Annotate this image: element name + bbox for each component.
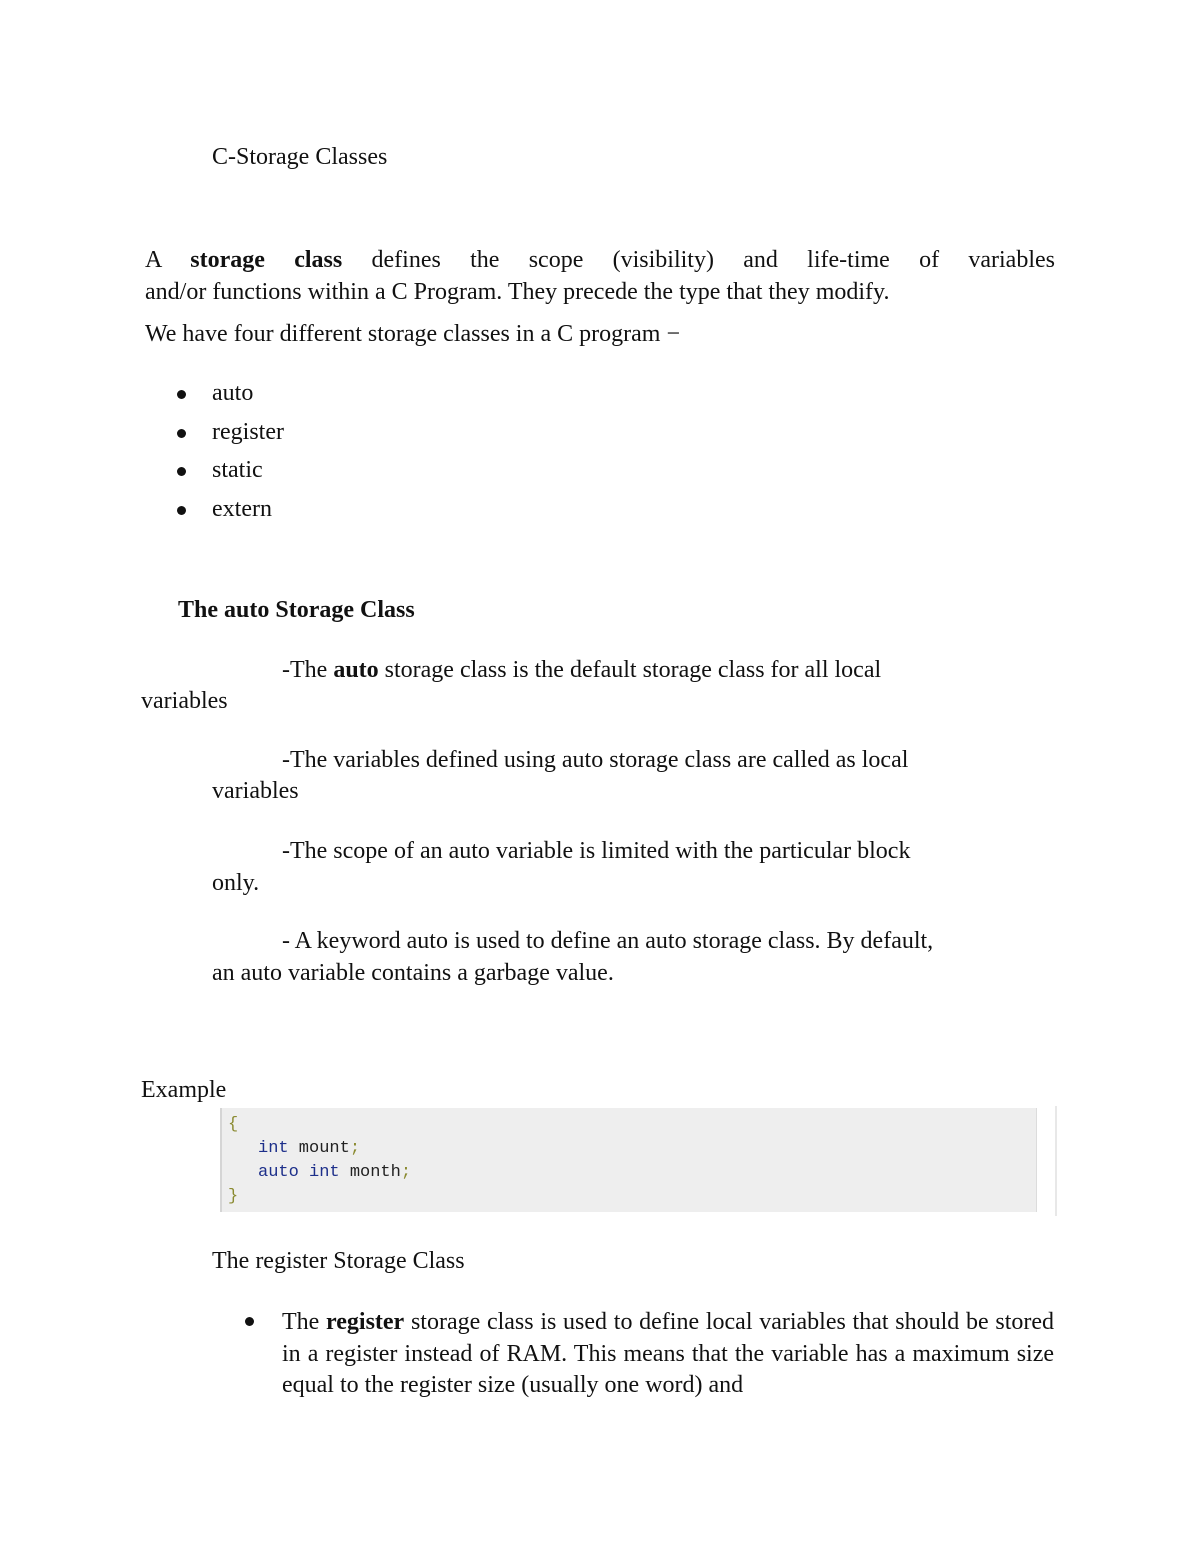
auto-point-2: -The variables defined using auto storage class are called as local: [282, 747, 909, 773]
list-item-label: static: [212, 457, 263, 483]
code-identifier: month: [339, 1163, 401, 1182]
auto-point-1: [282, 657, 881, 684]
code-block-border: [1055, 1106, 1057, 1216]
page-title: C-Storage Classes: [212, 144, 388, 170]
intro-rest: defines the scope (visibility) and life-time of variables: [342, 247, 1055, 273]
register-section-heading: The register Storage Class: [212, 1248, 465, 1274]
register-bullet-rest: storage class is used to define local variables that should be stored in a register instead of RAM. This means that the variable has a maximum size equal to the register size (usually one word) and: [282, 1309, 1054, 1398]
list-item-label: extern: [212, 496, 272, 522]
auto-point-1-line-2: variables: [141, 688, 228, 714]
code-close-brace: }: [228, 1187, 239, 1206]
register-bullet-text: [282, 1307, 1054, 1402]
example-label: Example: [141, 1077, 227, 1103]
auto-point-4: - A keyword auto is used to define an auto storage class. By default,: [282, 928, 934, 954]
code-keyword: auto int: [258, 1163, 340, 1182]
list-item-label: register: [212, 419, 284, 445]
code-block: [220, 1108, 1037, 1212]
intro-line-2: and/or functions within a C Program. They precede the type that they modify.: [145, 279, 890, 305]
code-open-brace: {: [228, 1115, 239, 1134]
auto-point-1-rest: storage class is the default storage class for all local: [378, 657, 882, 683]
bullet-icon: [177, 506, 186, 515]
auto-point-3: -The scope of an auto variable is limited with the particular block: [282, 838, 911, 864]
bullet-icon: [177, 467, 186, 476]
list-item-label: auto: [212, 380, 254, 406]
code-semicolon: ;: [349, 1139, 361, 1158]
list-item: [212, 419, 284, 446]
register-bullet-prefix: The: [282, 1309, 327, 1335]
list-item: [212, 380, 253, 407]
bullet-icon: [177, 390, 186, 399]
intro-line-1: [145, 244, 1055, 276]
register-keyword-bold: register: [326, 1309, 405, 1335]
auto-keyword-bold: auto: [333, 657, 379, 683]
code-line-2: [258, 1161, 411, 1185]
auto-section-heading: The auto Storage Class: [178, 597, 415, 623]
intro-bold-term: storage class: [190, 247, 343, 273]
auto-point-3-line-2: only.: [212, 870, 260, 896]
code-identifier: mount: [288, 1139, 350, 1158]
list-item: [212, 457, 263, 484]
auto-point-4-line-2: an auto variable contains a garbage value.: [212, 960, 614, 986]
list-item: [212, 496, 272, 523]
intro-paragraph: [145, 244, 1055, 308]
code-keyword: int: [258, 1139, 289, 1158]
auto-point-1-prefix: -The: [282, 657, 334, 683]
code-semicolon: ;: [400, 1163, 412, 1182]
auto-point-2-line-2: variables: [212, 778, 299, 804]
code-line-1: [258, 1137, 360, 1161]
intro-prefix: A: [145, 247, 191, 273]
bullet-icon: [177, 429, 186, 438]
four-classes-text: We have four different storage classes in a C program −: [145, 321, 680, 347]
bullet-icon: [245, 1317, 254, 1326]
